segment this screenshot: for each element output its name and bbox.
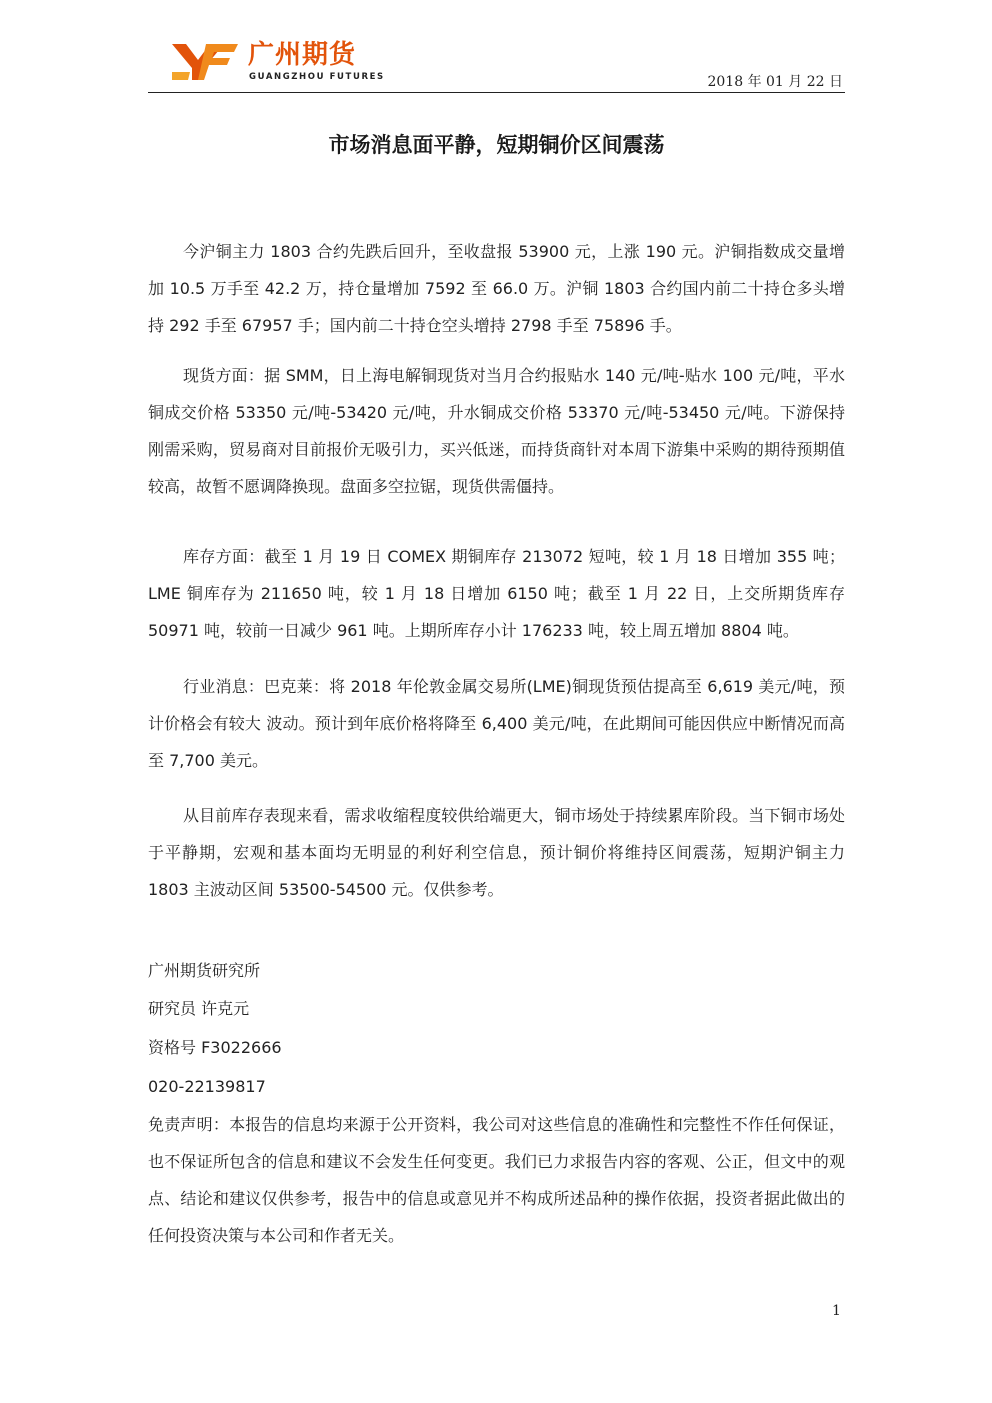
logo-text-en: GUANGZHOU FUTURES (249, 72, 385, 82)
signature-phone: 020-22139817 (148, 1077, 266, 1096)
page-header (148, 36, 845, 93)
company-logo (172, 40, 385, 85)
signature-researcher: 研究员 许克元 (148, 999, 250, 1018)
signature-license: 资格号 F3022666 (148, 1038, 282, 1057)
page-number: 1 (832, 1303, 841, 1319)
logo-text-cn: 广州期货 (248, 40, 357, 70)
report-date: 2018 年 01 月 22 日 (707, 74, 843, 90)
paragraph-industry-news: 行业消息：巴克莱：将 2018 年伦敦金属交易所(LME)铜现货预估提高至 6,619 美元/吨，预计价格会有较大 波动。预计到年底价格将降至 6,400 美元/吨，在此期间可能因供应中断情况而高至 7,700 美元。 (148, 677, 845, 770)
signature-institute: 广州期货研究所 (148, 961, 261, 980)
paragraph-outlook: 从目前库存表现来看，需求收缩程度较供给端更大，铜市场处于持续累库阶段。当下铜市场处于平静期，宏观和基本面均无明显的利好利空信息，预计铜价将维持区间震荡，短期沪铜主力 1803 主波动区间 53500-54500 元。仅供参考。 (148, 806, 845, 899)
paragraph-spot: 现货方面：据 SMM，日上海电解铜现货对当月合约报贴水 140 元/吨-贴水 100 元/吨，平水铜成交价格 53350 元/吨-53420 元/吨，升水铜成交价格 53370 元/吨-53450 元/吨。下游保持刚需采购，贸易商对目前报价无吸引力，买兴低迷，而持货商针对本周下游集中采购的期待预期值较高，故暂不愿调降换现。盘面多空拉锯，现货供需僵持。 (148, 366, 845, 496)
report-title: 市场消息面平静，短期铜价区间震荡 (328, 133, 665, 157)
paragraph-market-summary: 今沪铜主力 1803 合约先跌后回升，至收盘报 53900 元，上涨 190 元。沪铜指数成交量增加 10.5 万手至 42.2 万，持仓量增加 7592 至 66.0 万。沪铜 1803 合约国内前二十持仓多头增持 292 手至 67957 手；国内前二十持仓空头增持 2798 手至 75896 手。 (148, 242, 845, 335)
paragraph-inventory: 库存方面：截至 1 月 19 日 COMEX 期铜库存 213072 短吨，较 1 月 18 日增加 355 吨；LME 铜库存为 211650 吨，较 1 月 18 日增加 6150 吨；截至 1 月 22 日，上交所期货库存 50971 吨，较前一日减少 961 吨。上期所库存小计 176233 吨，较上周五增加 8804 吨。 (148, 547, 845, 640)
disclaimer: 免责声明：本报告的信息均来源于公开资料，我公司对这些信息的准确性和完整性不作任何保证，也不保证所包含的信息和建议不会发生任何变更。我们已力求报告内容的客观、公正，但文中的观点、结论和建议仅供参考，报告中的信息或意见并不构成所述品种的操作依据，投资者据此做出的任何投资决策与本公司和作者无关。 (148, 1115, 845, 1245)
header-divider (148, 92, 845, 93)
yf-logo-icon (172, 42, 238, 82)
